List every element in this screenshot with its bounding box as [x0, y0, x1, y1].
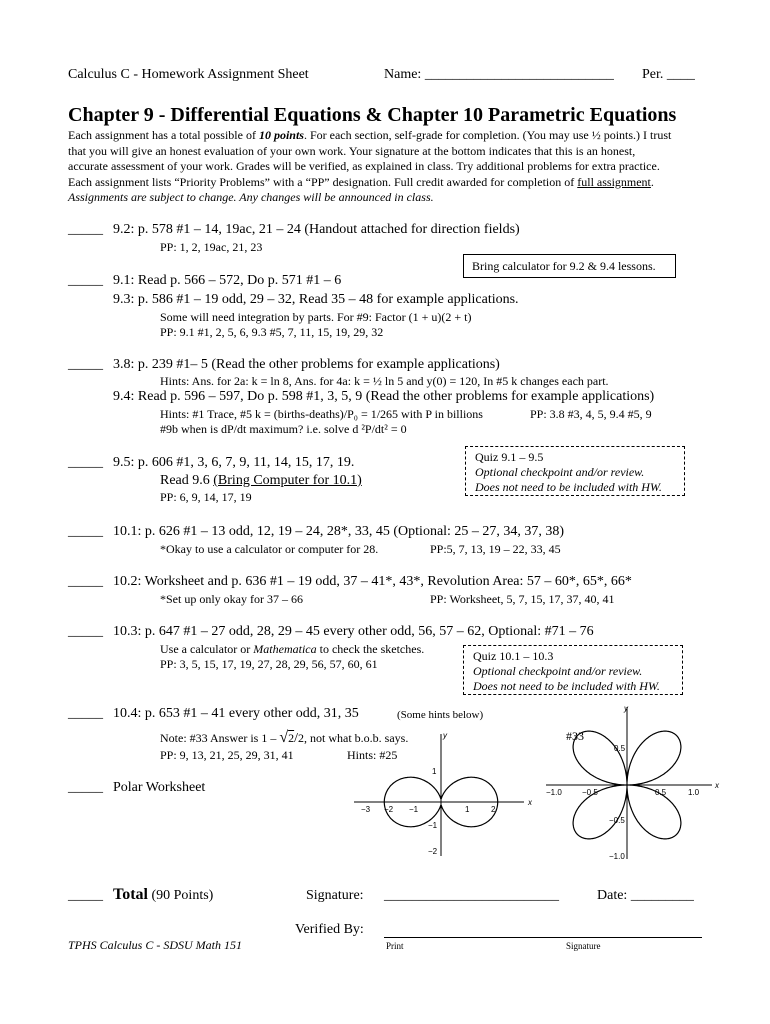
graph-33-tick-x4: 1.0 [688, 788, 700, 797]
page-title: Chapter 9 - Differential Equations & Chapter 10 Parametric Equations [68, 104, 677, 126]
hint-33-label: #33 [566, 729, 584, 743]
note-10-3: Use a calculator or Mathematica to check the sketches. [160, 642, 425, 656]
graph-25-tick-y2: −1 [428, 821, 438, 830]
read-9-6: Read 9.6 (Bring Computer for 10.1) [160, 473, 362, 488]
total-label: Total (90 Points) [113, 886, 214, 903]
graph-25-tick-x5: 2 [491, 805, 496, 814]
grade-blank-9-1[interactable]: _____ [68, 273, 103, 288]
pp-10-2: PP: Worksheet, 5, 7, 15, 17, 37, 40, 41 [430, 592, 615, 606]
pp-9-5: PP: 6, 9, 14, 17, 19 [160, 490, 252, 504]
signature-small-label: Signature [566, 941, 601, 951]
graph-25-tick-x4: 1 [465, 805, 470, 814]
graph-25-x-label: x [528, 798, 532, 807]
grade-blank-10-2[interactable]: _____ [68, 574, 103, 589]
print-label: Print [386, 941, 404, 951]
name-field[interactable]: Name: ___________________________ [384, 67, 614, 82]
hints-3-8: Hints: Ans. for 2a: k = ln 8, Ans. for 4a: k = ½ ln 5 and y(0) = 120, In #5 k changes each part. [160, 374, 609, 388]
pp-10-4: PP: 9, 13, 21, 25, 29, 31, 41 [160, 748, 294, 762]
graph-25-tick-y3: −2 [428, 847, 438, 856]
pp-9-2: PP: 1, 2, 19ac, 21, 23 [160, 240, 263, 254]
quiz-10-title: Quiz 10.1 – 10.3 [473, 649, 554, 663]
verified-label: Verified By: [295, 922, 364, 937]
graph-25-tick-x3: −1 [409, 805, 419, 814]
graph-25-tick-x1: −3 [361, 805, 371, 814]
note-10-1: *Okay to use a calculator or computer for 28. [160, 542, 379, 556]
graph-25-tick-x2: −2 [384, 805, 394, 814]
pp-10-1: PP:5, 7, 13, 19 – 22, 33, 45 [430, 542, 561, 556]
note-10-4: Note: #33 Answer is 1 – √2/2, not what b.o.b. says. [160, 729, 409, 746]
quiz-9-box [465, 446, 685, 496]
pp-9-4: PP: 3.8 #3, 4, 5, 9.4 #5, 9 [530, 407, 652, 421]
grade-blank-3-8[interactable]: _____ [68, 357, 103, 372]
quiz-9-line1: Optional checkpoint and/or review. [475, 465, 645, 479]
grade-blank-9-5[interactable]: _____ [68, 455, 103, 470]
grade-blank-10-4[interactable]: _____ [68, 706, 103, 721]
quiz-9-line2: Does not need to be included with HW. [475, 480, 662, 494]
graph-33-tick-x2: −0.5 [582, 788, 598, 797]
assignment-10-4: 10.4: p. 653 #1 – 41 every other odd, 31, 35 [113, 706, 359, 721]
graph-33-x-label: x [715, 781, 719, 790]
graph-33-tick-x3: 0.5 [655, 788, 667, 797]
grade-blank-10-3[interactable]: _____ [68, 624, 103, 639]
course-footer: TPHS Calculus C - SDSU Math 151 [68, 938, 242, 952]
grade-blank-polar[interactable]: _____ [68, 780, 103, 795]
period-field[interactable]: Per. ____ [642, 67, 695, 82]
pp-10-3: PP: 3, 5, 15, 17, 19, 27, 28, 29, 56, 57, 60, 61 [160, 657, 378, 671]
total-blank[interactable]: _____ [68, 888, 103, 903]
assignment-3-8: 3.8: p. 239 #1– 5 (Read the other problems for example applications) [113, 357, 500, 372]
graph-33-tick-x1: −1.0 [546, 788, 562, 797]
note-10-2: *Set up only okay for 37 – 66 [160, 592, 303, 606]
graph-25 [348, 730, 532, 860]
graph-33 [540, 703, 720, 863]
assignment-9-3: 9.3: p. 586 #1 – 19 odd, 29 – 32, Read 35 – 48 for example applications. [113, 292, 519, 307]
grade-blank-10-1[interactable]: _____ [68, 524, 103, 539]
hints-9-4: Hints: #1 Trace, #5 k = (births-deaths)/P₀ = 1/265 with P in billions [160, 407, 483, 421]
hints-25-label: Hints: #25 [347, 748, 398, 762]
graph-33-tick-y1: 0.5 [614, 744, 626, 753]
quiz-10-line2: Does not need to be included with HW. [473, 679, 660, 693]
quiz-10-box [463, 645, 683, 695]
date-field[interactable]: Date: _________ [597, 888, 694, 903]
course-header: Calculus C - Homework Assignment Sheet [68, 67, 309, 82]
pp-9-3: PP: 9.1 #1, 2, 5, 6, 9.3 #5, 7, 11, 15, 19, 29, 32 [160, 325, 384, 339]
assignment-9-5: 9.5: p. 606 #1, 3, 6, 7, 9, 11, 14, 15, 17, 19. [113, 455, 355, 470]
assignment-10-1: 10.1: p. 626 #1 – 13 odd, 12, 19 – 24, 28*, 33, 45 (Optional: 25 – 27, 34, 37, 38) [113, 524, 565, 539]
aside-10-4: (Some hints below) [397, 709, 484, 721]
assignment-10-3: 10.3: p. 647 #1 – 27 odd, 28, 29 – 45 every other odd, 56, 57 – 62, Optional: #71 – 76 [113, 624, 594, 639]
bring-calculator-box: Bring calculator for 9.2 & 9.4 lessons. [463, 254, 676, 278]
quiz-9-title: Quiz 9.1 – 9.5 [475, 450, 544, 464]
assignment-10-2: 10.2: Worksheet and p. 636 #1 – 19 odd, 37 – 41*, 43*, Revolution Area: 57 – 60*, 65*, 66* [113, 574, 632, 589]
hints-9-4-b: #9b when is dP/dt maximum? i.e. solve d ²P/dt² = 0 [160, 422, 407, 436]
assignment-9-4: 9.4: Read p. 596 – 597, Do p. 598 #1, 3, 5, 9 (Read the other problems for example applications) [113, 389, 655, 404]
graph-33-y-label: y [624, 704, 628, 713]
assignment-9-2: 9.2: p. 578 #1 – 14, 19ac, 21 – 24 (Handout attached for direction fields) [113, 222, 520, 237]
graph-33-tick-y3: −1.0 [609, 852, 625, 861]
assignment-9-1: 9.1: Read p. 566 – 572, Do p. 571 #1 – 6 [113, 273, 342, 288]
verified-line[interactable] [384, 937, 702, 938]
polar-worksheet: Polar Worksheet [113, 780, 206, 795]
quiz-10-line1: Optional checkpoint and/or review. [473, 664, 643, 678]
note-9-3: Some will need integration by parts. For #9: Factor (1 + u)(2 + t) [160, 310, 472, 324]
graph-25-y-label: y [443, 731, 447, 740]
signature-line[interactable]: _________________________ [384, 888, 559, 903]
graph-25-tick-y1: 1 [432, 767, 437, 776]
grade-blank-9-2[interactable]: _____ [68, 222, 103, 237]
signature-label: Signature: [306, 888, 364, 903]
graph-33-tick-y2: −0.5 [609, 816, 625, 825]
intro-paragraph: Each assignment has a total possible of 10 points. For each section, self-grade for completion. (You may use ½ points.) I trust that you will give an honest evaluation of your own work. Your signature at the bottom indicates that this is an honest, accurate assessment of your work. Grades will be verified, as explained in class. Try additional problems for extra practice. Each assignment lists “Priority Problems” with a “PP” designation. Full credit awarded for completion of full assignment. Assignments are subject to change. Any changes will be announced in class. [68, 128, 672, 204]
